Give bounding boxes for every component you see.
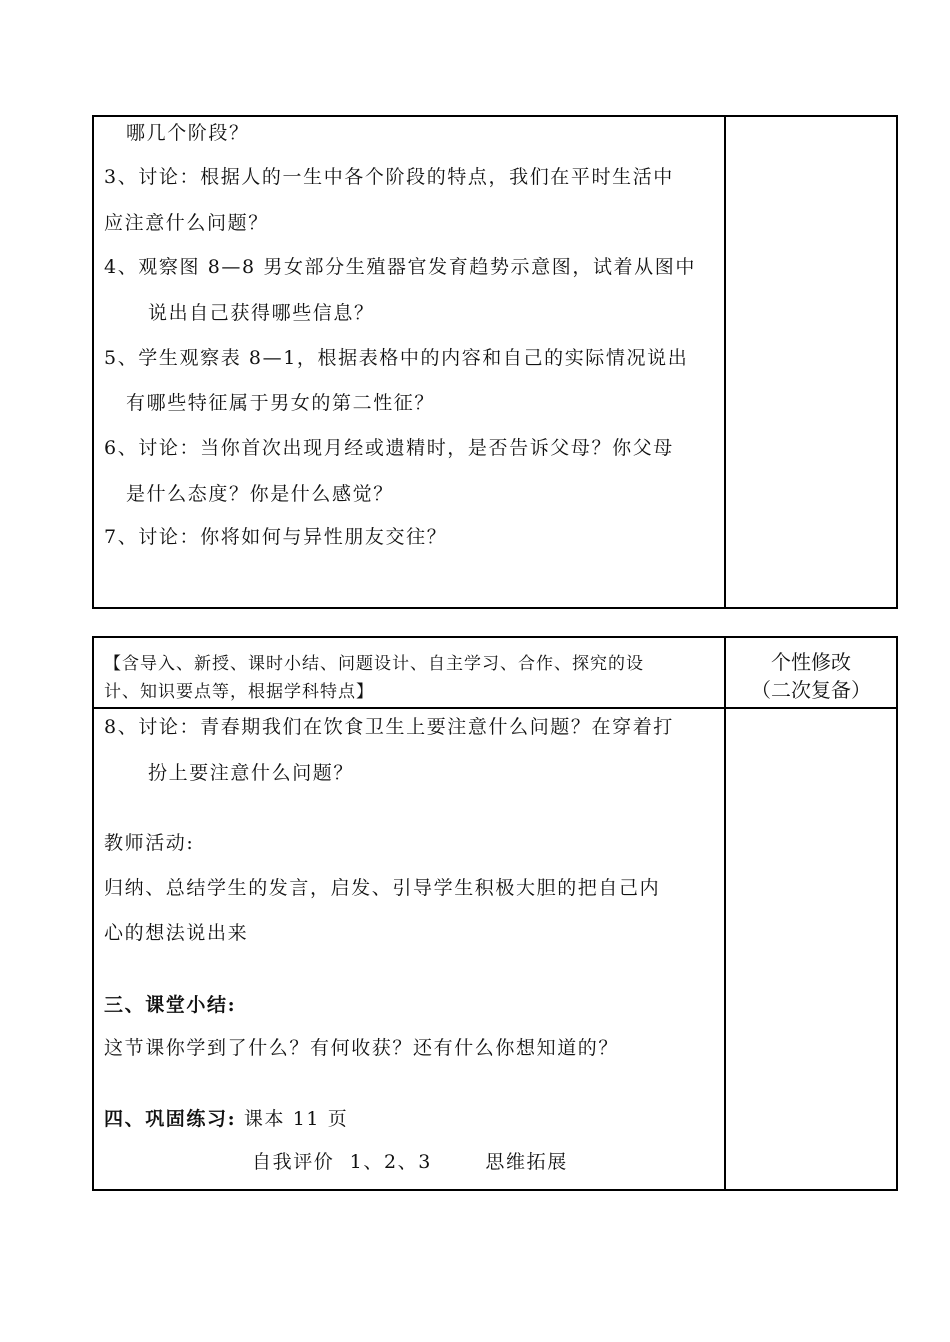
table-header-note: 【含导入、新授、课时小结、问题设计、自主学习、合作、探究的设	[104, 654, 644, 674]
text-line: 是什么态度？你是什么感觉？	[126, 483, 394, 505]
text-line: 7、讨论：你将如何与异性朋友交往？	[104, 526, 448, 548]
section-title-summary: 三、课堂小结:	[104, 994, 237, 1016]
column-divider	[724, 117, 726, 607]
table-header-note: 计、知识要点等，根据学科特点】	[104, 682, 374, 702]
header-divider	[94, 707, 896, 709]
text-line: 心的想法说出来	[104, 922, 249, 944]
text-line: 3、讨论：根据人的一生中各个阶段的特点，我们在平时生活中	[104, 166, 674, 188]
text-line: 教师活动:	[104, 832, 195, 854]
practice-text: 课本 11 页	[243, 1108, 349, 1130]
text-line: 哪几个阶段？	[126, 122, 250, 144]
text-line: 有哪些特征属于男女的第二性征？	[126, 392, 436, 414]
side-column-subtitle: （二次复备）	[751, 678, 871, 702]
practice-items: 自我评价 1、2、3 思维拓展	[252, 1151, 568, 1173]
text-line: 6、讨论：当你首次出现月经或遗精时，是否告诉父母？你父母	[104, 437, 674, 459]
text-line: 4、观察图 8—8 男女部分生殖器官发育趋势示意图，试着从图中	[104, 256, 696, 278]
text-line: 扮上要注意什么问题？	[148, 762, 355, 784]
practice-line	[104, 1104, 348, 1131]
text-line: 8、讨论：青春期我们在饮食卫生上要注意什么问题？在穿着打	[104, 716, 674, 738]
summary-text: 这节课你学到了什么？有何收获？还有什么你想知道的？	[104, 1037, 620, 1059]
section-title-practice: 四、巩固练习:	[104, 1108, 237, 1130]
side-column-title: 个性修改	[771, 650, 851, 674]
text-line: 应注意什么问题？	[104, 212, 269, 234]
text-line: 归纳、总结学生的发言，启发、引导学生积极大胆的把自己内	[104, 877, 661, 899]
text-line: 5、学生观察表 8—1，根据表格中的内容和自己的实际情况说出	[104, 347, 689, 369]
text-line: 说出自己获得哪些信息？	[148, 302, 375, 324]
column-divider	[724, 638, 726, 1189]
